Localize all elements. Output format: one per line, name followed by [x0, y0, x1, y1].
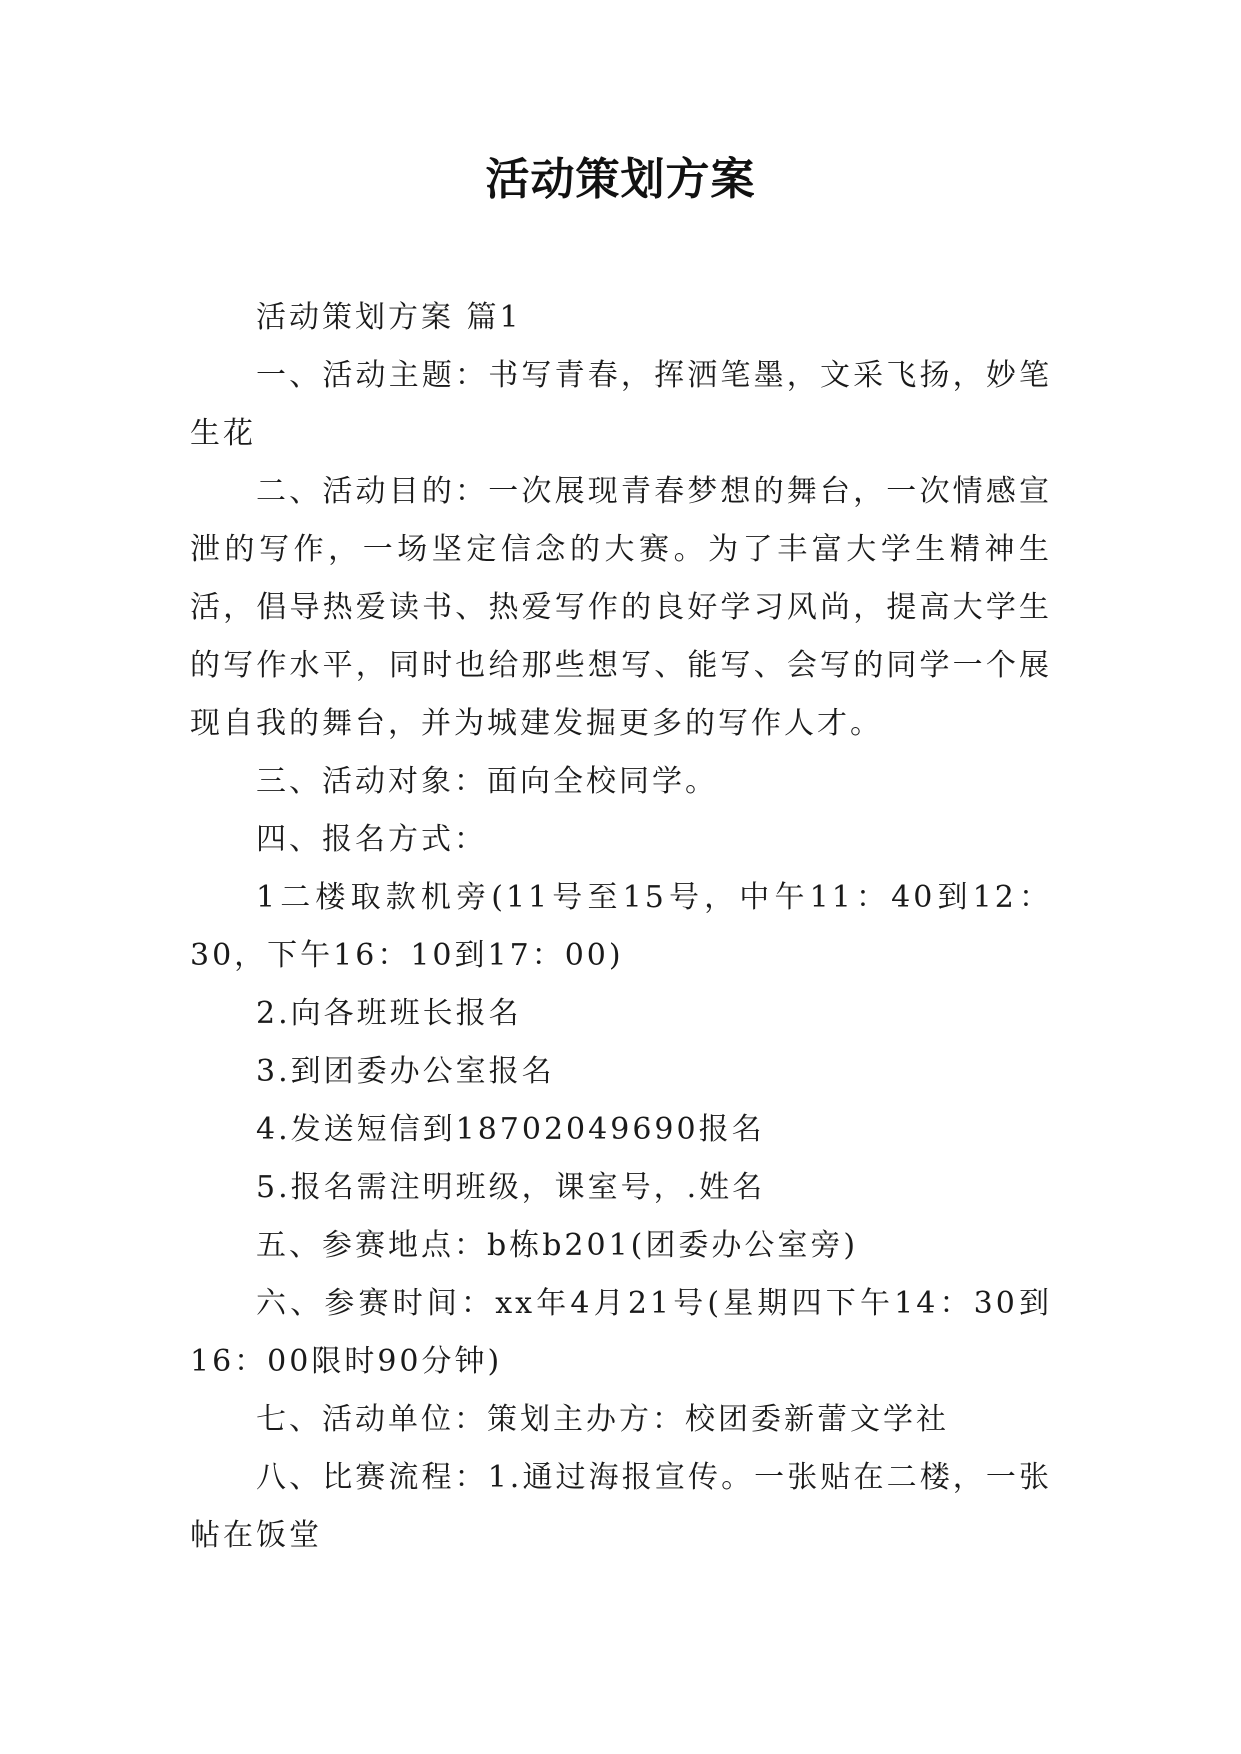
paragraph-target: 三、活动对象：面向全校同学。	[256, 764, 718, 799]
paragraph-time: 六、参赛时间：xx年4月21号(星期四下午14：30到16：00限时90分钟)	[190, 1286, 1052, 1379]
section-heading: 活动策划方案 篇1	[256, 300, 522, 335]
paragraph-organizer: 七、活动单位：策划主办方：校团委新蕾文学社	[256, 1402, 949, 1437]
list-item-registration-5: 5.报名需注明班级，课室号，.姓名	[256, 1170, 766, 1205]
paragraph-registration-heading: 四、报名方式：	[256, 822, 487, 857]
paragraph-process: 八、比赛流程：1.通过海报宣传。一张贴在二楼，一张帖在饭堂	[190, 1460, 1052, 1553]
list-item-registration-4: 4.发送短信到18702049690报名	[256, 1112, 765, 1147]
list-item-registration-1: 1二楼取款机旁(11号至15号，中午11：40到12：30，下午16：10到17：00)	[190, 880, 1052, 973]
list-item-registration-2: 2.向各班班长报名	[256, 996, 522, 1031]
paragraph-purpose: 二、活动目的：一次展现青春梦想的舞台，一次情感宣泄的写作，一场坚定信念的大赛。为了丰富大学生精神生活，倡导热爱读书、热爱写作的良好学习风尚，提高大学生的写作水平，同时也给那些想写、能写、会写的同学一个展现自我的舞台，并为城建发掘更多的写作人才。	[190, 474, 1052, 741]
document-title: 活动策划方案	[485, 154, 756, 205]
paragraph-theme: 一、活动主题：书写青春，挥洒笔墨，文采飞扬，妙笔生花	[190, 358, 1052, 451]
list-item-registration-3: 3.到团委办公室报名	[256, 1054, 555, 1089]
paragraph-venue: 五、参赛地点：b栋b201(团委办公室旁)	[256, 1228, 859, 1263]
document-body	[190, 289, 1052, 1565]
